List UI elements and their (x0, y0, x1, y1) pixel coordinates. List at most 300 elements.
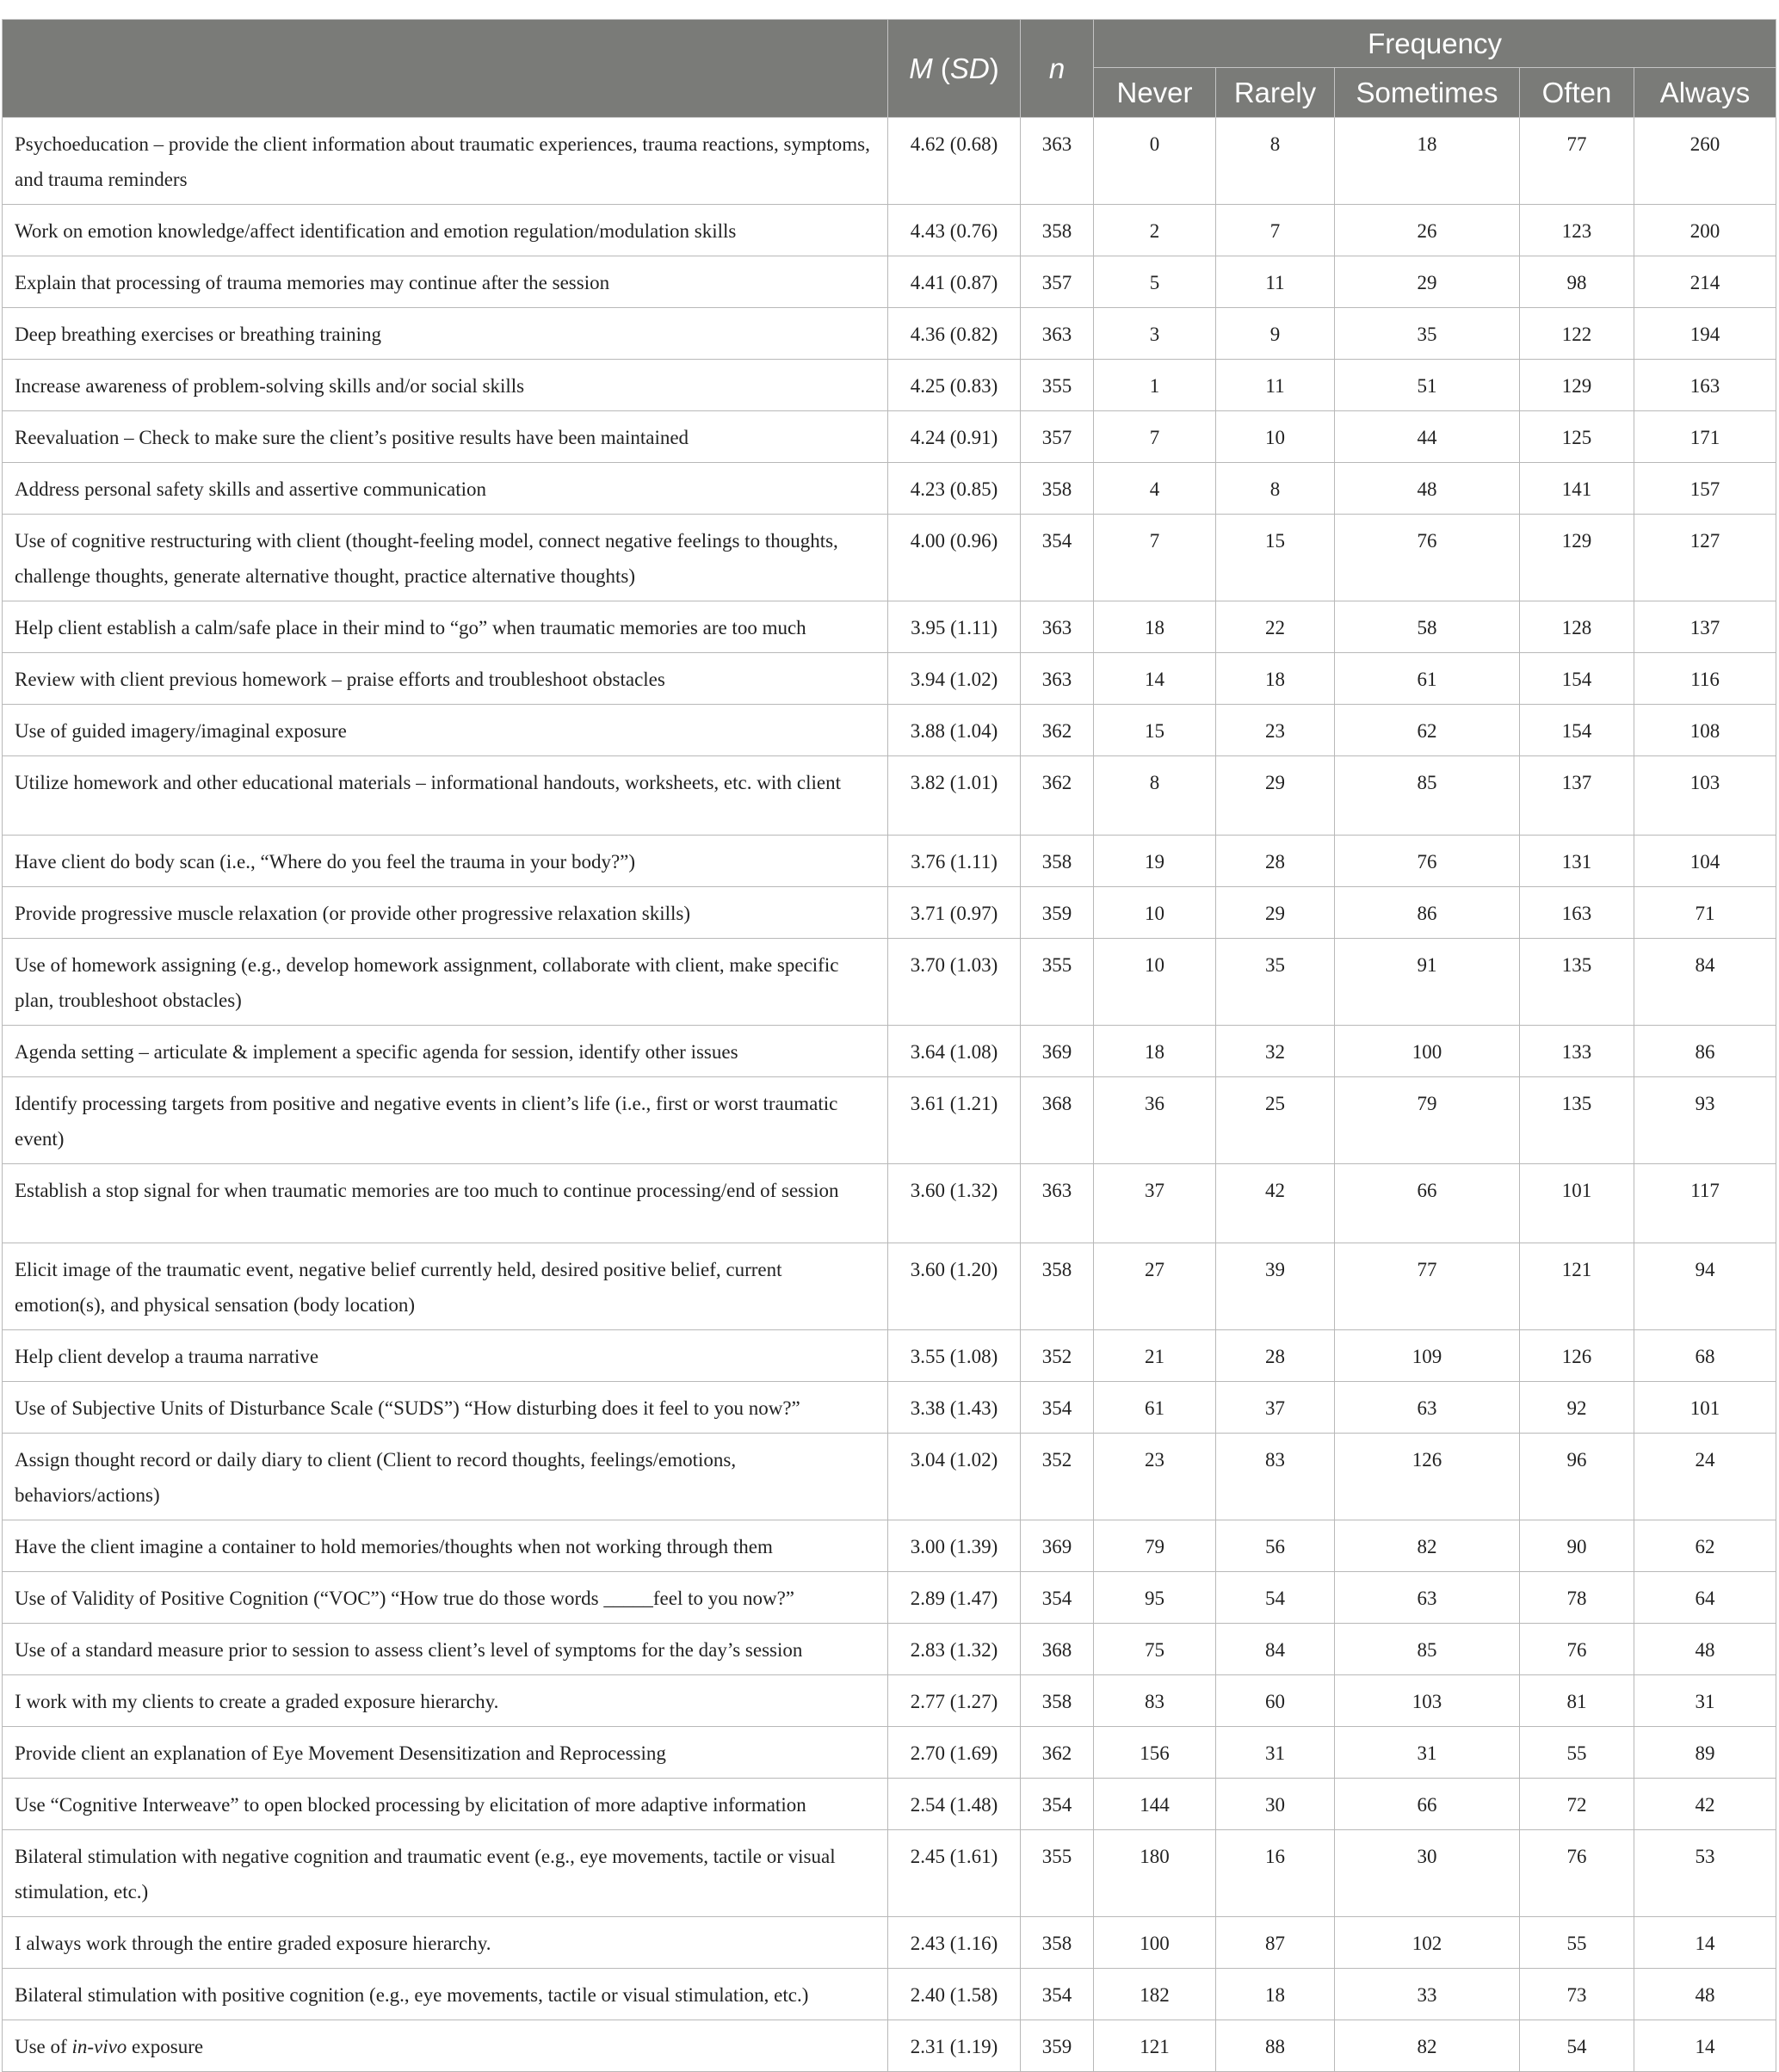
row-n: 358 (1021, 1243, 1094, 1330)
row-rarely: 22 (1216, 601, 1335, 653)
row-item: I work with my clients to create a graded exposure hierarchy. (3, 1675, 888, 1727)
row-always: 86 (1634, 1026, 1776, 1077)
row-sometimes: 66 (1335, 1164, 1520, 1243)
row-msd: 2.77 (1.27) (888, 1675, 1021, 1727)
row-n: 358 (1021, 836, 1094, 887)
row-often: 55 (1520, 1727, 1634, 1779)
table-row (3, 1917, 1776, 1969)
row-rarely: 29 (1216, 887, 1335, 939)
row-often: 121 (1520, 1243, 1634, 1330)
row-n: 362 (1021, 1727, 1094, 1779)
row-never: 156 (1094, 1727, 1216, 1779)
row-rarely: 7 (1216, 205, 1335, 256)
row-msd: 2.83 (1.32) (888, 1624, 1021, 1675)
row-never: 37 (1094, 1164, 1216, 1243)
row-item: Use of guided imagery/imaginal exposure (3, 705, 888, 756)
row-never: 14 (1094, 653, 1216, 705)
row-never: 121 (1094, 2020, 1216, 2072)
row-n: 369 (1021, 1026, 1094, 1077)
row-item: Identify processing targets from positive and negative events in client’s life (i.e., first or worst traumatic event) (3, 1077, 888, 1164)
row-never: 18 (1094, 1026, 1216, 1077)
row-always: 157 (1634, 463, 1776, 515)
row-msd: 3.70 (1.03) (888, 939, 1021, 1026)
row-sometimes: 86 (1335, 887, 1520, 939)
row-often: 123 (1520, 205, 1634, 256)
header-often: Often (1520, 68, 1634, 118)
row-always: 64 (1634, 1572, 1776, 1624)
row-msd: 4.43 (0.76) (888, 205, 1021, 256)
header-item (3, 20, 888, 118)
table-row (3, 1675, 1776, 1727)
row-rarely: 30 (1216, 1779, 1335, 1830)
row-often: 92 (1520, 1382, 1634, 1434)
header-rarely: Rarely (1216, 68, 1335, 118)
row-n: 363 (1021, 601, 1094, 653)
row-sometimes: 126 (1335, 1434, 1520, 1520)
row-always: 103 (1634, 756, 1776, 836)
row-rarely: 11 (1216, 256, 1335, 308)
row-often: 90 (1520, 1520, 1634, 1572)
row-never: 21 (1094, 1330, 1216, 1382)
table-row (3, 1243, 1776, 1330)
row-n: 362 (1021, 705, 1094, 756)
row-often: 76 (1520, 1624, 1634, 1675)
row-sometimes: 103 (1335, 1675, 1520, 1727)
row-never: 144 (1094, 1779, 1216, 1830)
row-n: 355 (1021, 360, 1094, 411)
header-mean: M (909, 52, 933, 84)
row-sometimes: 48 (1335, 463, 1520, 515)
row-rarely: 18 (1216, 653, 1335, 705)
table-header (3, 20, 1776, 118)
row-item: Utilize homework and other educational materials – informational handouts, worksheets, etc. with client (3, 756, 888, 836)
row-item: Have the client imagine a container to hold memories/thoughts when not working through them (3, 1520, 888, 1572)
table-row (3, 308, 1776, 360)
row-rarely: 87 (1216, 1917, 1335, 1969)
table-row (3, 887, 1776, 939)
row-n: 355 (1021, 1830, 1094, 1917)
row-often: 122 (1520, 308, 1634, 360)
row-never: 0 (1094, 118, 1216, 205)
row-rarely: 32 (1216, 1026, 1335, 1077)
table-row (3, 515, 1776, 601)
row-rarely: 83 (1216, 1434, 1335, 1520)
row-item: Use “Cognitive Interweave” to open blocked processing by elicitation of more adaptive information (3, 1779, 888, 1830)
row-item: Bilateral stimulation with negative cognition and traumatic event (e.g., eye movements, tactile or visual stimulation, etc.) (3, 1830, 888, 1917)
row-never: 4 (1094, 463, 1216, 515)
row-rarely: 28 (1216, 1330, 1335, 1382)
row-sometimes: 77 (1335, 1243, 1520, 1330)
row-msd: 4.25 (0.83) (888, 360, 1021, 411)
row-never: 15 (1094, 705, 1216, 756)
row-item: Use of a standard measure prior to session to assess client’s level of symptoms for the day’s session (3, 1624, 888, 1675)
row-item: Use of Validity of Positive Cognition (“VOC”) “How true do those words _____feel to you now?” (3, 1572, 888, 1624)
row-rarely: 16 (1216, 1830, 1335, 1917)
row-always: 101 (1634, 1382, 1776, 1434)
row-msd: 3.60 (1.20) (888, 1243, 1021, 1330)
row-msd: 3.82 (1.01) (888, 756, 1021, 836)
row-n: 362 (1021, 756, 1094, 836)
row-always: 62 (1634, 1520, 1776, 1572)
row-sometimes: 26 (1335, 205, 1520, 256)
row-item: Use of Subjective Units of Disturbance Scale (“SUDS”) “How disturbing does it feel to you now?” (3, 1382, 888, 1434)
row-often: 154 (1520, 653, 1634, 705)
row-sometimes: 30 (1335, 1830, 1520, 1917)
table-row (3, 1830, 1776, 1917)
header-mean-sd: M (SD) (888, 20, 1021, 118)
row-sometimes: 66 (1335, 1779, 1520, 1830)
row-item: Help client establish a calm/safe place in their mind to “go” when traumatic memories are too much (3, 601, 888, 653)
row-item: Use of homework assigning (e.g., develop homework assignment, collaborate with client, make specific plan, troubleshoot obstacles) (3, 939, 888, 1026)
row-often: 125 (1520, 411, 1634, 463)
row-msd: 3.61 (1.21) (888, 1077, 1021, 1164)
row-rarely: 9 (1216, 308, 1335, 360)
row-item: Deep breathing exercises or breathing training (3, 308, 888, 360)
row-item-italic: in-vivo (71, 2036, 127, 2057)
row-always: 214 (1634, 256, 1776, 308)
row-never: 180 (1094, 1830, 1216, 1917)
row-never: 3 (1094, 308, 1216, 360)
row-rarely: 11 (1216, 360, 1335, 411)
row-item: Agenda setting – articulate & implement a specific agenda for session, identify other issues (3, 1026, 888, 1077)
row-rarely: 42 (1216, 1164, 1335, 1243)
row-msd: 2.45 (1.61) (888, 1830, 1021, 1917)
row-always: 14 (1634, 1917, 1776, 1969)
row-always: 171 (1634, 411, 1776, 463)
row-often: 154 (1520, 705, 1634, 756)
row-often: 81 (1520, 1675, 1634, 1727)
row-item: Establish a stop signal for when traumatic memories are too much to continue processing/end of session (3, 1164, 888, 1243)
row-never: 61 (1094, 1382, 1216, 1434)
header-sd: SD (949, 52, 990, 84)
row-sometimes: 100 (1335, 1026, 1520, 1077)
row-sometimes: 35 (1335, 308, 1520, 360)
row-msd: 3.60 (1.32) (888, 1164, 1021, 1243)
row-sometimes: 63 (1335, 1382, 1520, 1434)
table-row (3, 1520, 1776, 1572)
row-item: Reevaluation – Check to make sure the client’s positive results have been maintained (3, 411, 888, 463)
table-row (3, 836, 1776, 887)
row-always: 71 (1634, 887, 1776, 939)
table-row (3, 705, 1776, 756)
row-sometimes: 79 (1335, 1077, 1520, 1164)
table-row (3, 1572, 1776, 1624)
row-n: 358 (1021, 205, 1094, 256)
row-msd: 3.04 (1.02) (888, 1434, 1021, 1520)
row-never: 19 (1094, 836, 1216, 887)
row-always: 137 (1634, 601, 1776, 653)
row-item: Provide progressive muscle relaxation (or provide other progressive relaxation skills) (3, 887, 888, 939)
row-rarely: 37 (1216, 1382, 1335, 1434)
row-n: 368 (1021, 1624, 1094, 1675)
row-always: 31 (1634, 1675, 1776, 1727)
row-never: 18 (1094, 601, 1216, 653)
row-often: 141 (1520, 463, 1634, 515)
row-msd: 4.00 (0.96) (888, 515, 1021, 601)
table-row (3, 1434, 1776, 1520)
table-row (3, 256, 1776, 308)
row-msd: 4.36 (0.82) (888, 308, 1021, 360)
header-always: Always (1634, 68, 1776, 118)
row-never: 79 (1094, 1520, 1216, 1572)
header-n (1021, 20, 1094, 118)
row-often: 128 (1520, 601, 1634, 653)
row-item: Work on emotion knowledge/affect identification and emotion regulation/modulation skills (3, 205, 888, 256)
row-n: 358 (1021, 1675, 1094, 1727)
row-always: 108 (1634, 705, 1776, 756)
row-n: 354 (1021, 515, 1094, 601)
row-often: 98 (1520, 256, 1634, 308)
row-often: 163 (1520, 887, 1634, 939)
row-never: 95 (1094, 1572, 1216, 1624)
table-row (3, 411, 1776, 463)
table-row (3, 1969, 1776, 2020)
table-row (3, 1624, 1776, 1675)
row-often: 129 (1520, 515, 1634, 601)
row-sometimes: 44 (1335, 411, 1520, 463)
table-row (3, 360, 1776, 411)
row-never: 7 (1094, 515, 1216, 601)
row-msd: 3.00 (1.39) (888, 1520, 1021, 1572)
row-n: 352 (1021, 1434, 1094, 1520)
row-rarely: 15 (1216, 515, 1335, 601)
row-n: 363 (1021, 308, 1094, 360)
row-rarely: 35 (1216, 939, 1335, 1026)
row-n: 358 (1021, 463, 1094, 515)
row-msd: 2.70 (1.69) (888, 1727, 1021, 1779)
table-row (3, 1164, 1776, 1243)
row-often: 96 (1520, 1434, 1634, 1520)
row-item: Use of cognitive restructuring with client (thought-feeling model, connect negative feelings to thoughts, challenge thoughts, generate alternative thought, practice alternative thoughts) (3, 515, 888, 601)
table-row (3, 118, 1776, 205)
row-rarely: 10 (1216, 411, 1335, 463)
row-rarely: 25 (1216, 1077, 1335, 1164)
row-item: Address personal safety skills and assertive communication (3, 463, 888, 515)
row-msd: 3.55 (1.08) (888, 1330, 1021, 1382)
row-sometimes: 61 (1335, 653, 1520, 705)
row-sometimes: 76 (1335, 836, 1520, 887)
row-sometimes: 31 (1335, 1727, 1520, 1779)
row-msd: 3.94 (1.02) (888, 653, 1021, 705)
row-rarely: 8 (1216, 463, 1335, 515)
row-always: 53 (1634, 1830, 1776, 1917)
row-sometimes: 91 (1335, 939, 1520, 1026)
row-sometimes: 18 (1335, 118, 1520, 205)
row-often: 101 (1520, 1164, 1634, 1243)
row-often: 76 (1520, 1830, 1634, 1917)
row-n: 363 (1021, 1164, 1094, 1243)
row-always: 48 (1634, 1969, 1776, 2020)
table-row (3, 1382, 1776, 1434)
table-row (3, 1330, 1776, 1382)
row-item: Bilateral stimulation with positive cognition (e.g., eye movements, tactile or visual stimulation, etc.) (3, 1969, 888, 2020)
row-always: 48 (1634, 1624, 1776, 1675)
row-n: 358 (1021, 1917, 1094, 1969)
row-always: 163 (1634, 360, 1776, 411)
row-often: 126 (1520, 1330, 1634, 1382)
row-item: Increase awareness of problem-solving skills and/or social skills (3, 360, 888, 411)
row-item-suffix: exposure (127, 2036, 204, 2057)
row-never: 8 (1094, 756, 1216, 836)
row-n: 357 (1021, 411, 1094, 463)
row-often: 77 (1520, 118, 1634, 205)
header-sometimes: Sometimes (1335, 68, 1520, 118)
row-n: 357 (1021, 256, 1094, 308)
row-msd: 2.31 (1.19) (888, 2020, 1021, 2072)
row-always: 68 (1634, 1330, 1776, 1382)
row-item: Assign thought record or daily diary to client (Client to record thoughts, feelings/emotions, behaviors/actions) (3, 1434, 888, 1520)
table-row (3, 205, 1776, 256)
row-msd: 3.64 (1.08) (888, 1026, 1021, 1077)
row-always: 14 (1634, 2020, 1776, 2072)
row-item: Psychoeducation – provide the client information about traumatic experiences, trauma reactions, symptoms, and trauma reminders (3, 118, 888, 205)
row-sometimes: 76 (1335, 515, 1520, 601)
row-n: 363 (1021, 653, 1094, 705)
table-row (3, 1727, 1776, 1779)
row-sometimes: 82 (1335, 2020, 1520, 2072)
row-never: 10 (1094, 887, 1216, 939)
row-item (3, 2020, 888, 2072)
row-often: 55 (1520, 1917, 1634, 1969)
row-rarely: 23 (1216, 705, 1335, 756)
row-never: 83 (1094, 1675, 1216, 1727)
row-n: 359 (1021, 2020, 1094, 2072)
row-rarely: 60 (1216, 1675, 1335, 1727)
row-often: 73 (1520, 1969, 1634, 2020)
row-often: 54 (1520, 2020, 1634, 2072)
row-always: 117 (1634, 1164, 1776, 1243)
row-sometimes: 33 (1335, 1969, 1520, 2020)
row-msd: 3.76 (1.11) (888, 836, 1021, 887)
row-msd: 3.88 (1.04) (888, 705, 1021, 756)
table-row (3, 1779, 1776, 1830)
row-always: 127 (1634, 515, 1776, 601)
row-always: 260 (1634, 118, 1776, 205)
row-often: 135 (1520, 1077, 1634, 1164)
row-rarely: 39 (1216, 1243, 1335, 1330)
row-always: 93 (1634, 1077, 1776, 1164)
row-always: 200 (1634, 205, 1776, 256)
row-item: Have client do body scan (i.e., “Where do you feel the trauma in your body?”) (3, 836, 888, 887)
row-msd: 2.40 (1.58) (888, 1969, 1021, 2020)
row-often: 135 (1520, 939, 1634, 1026)
row-msd: 2.43 (1.16) (888, 1917, 1021, 1969)
row-often: 78 (1520, 1572, 1634, 1624)
table-body (3, 118, 1776, 2072)
row-always: 89 (1634, 1727, 1776, 1779)
row-rarely: 29 (1216, 756, 1335, 836)
row-item: Provide client an explanation of Eye Movement Desensitization and Reprocessing (3, 1727, 888, 1779)
row-msd: 4.24 (0.91) (888, 411, 1021, 463)
row-never: 5 (1094, 256, 1216, 308)
row-sometimes: 51 (1335, 360, 1520, 411)
row-sometimes: 63 (1335, 1572, 1520, 1624)
table-row (3, 653, 1776, 705)
row-often: 72 (1520, 1779, 1634, 1830)
row-item-prefix: Use of (15, 2036, 72, 2057)
row-n: 354 (1021, 1969, 1094, 2020)
row-sometimes: 58 (1335, 601, 1520, 653)
row-rarely: 8 (1216, 118, 1335, 205)
row-often: 133 (1520, 1026, 1634, 1077)
row-item: Review with client previous homework – praise efforts and troubleshoot obstacles (3, 653, 888, 705)
row-msd: 3.95 (1.11) (888, 601, 1021, 653)
row-always: 104 (1634, 836, 1776, 887)
row-msd: 3.71 (0.97) (888, 887, 1021, 939)
row-sometimes: 85 (1335, 756, 1520, 836)
row-always: 116 (1634, 653, 1776, 705)
header-frequency: Frequency (1094, 20, 1776, 68)
row-msd: 2.54 (1.48) (888, 1779, 1021, 1830)
row-rarely: 88 (1216, 2020, 1335, 2072)
row-msd: 2.89 (1.47) (888, 1572, 1021, 1624)
header-n-label: n (1048, 52, 1066, 84)
row-always: 194 (1634, 308, 1776, 360)
row-n: 363 (1021, 118, 1094, 205)
row-sometimes: 85 (1335, 1624, 1520, 1675)
table-row (3, 2020, 1776, 2072)
table-row (3, 601, 1776, 653)
row-n: 354 (1021, 1382, 1094, 1434)
row-always: 24 (1634, 1434, 1776, 1520)
row-rarely: 84 (1216, 1624, 1335, 1675)
row-never: 75 (1094, 1624, 1216, 1675)
row-rarely: 54 (1216, 1572, 1335, 1624)
row-sometimes: 62 (1335, 705, 1520, 756)
row-rarely: 18 (1216, 1969, 1335, 2020)
row-never: 27 (1094, 1243, 1216, 1330)
table-row (3, 1077, 1776, 1164)
row-n: 368 (1021, 1077, 1094, 1164)
row-often: 137 (1520, 756, 1634, 836)
header-never: Never (1094, 68, 1216, 118)
table-row (3, 1026, 1776, 1077)
row-often: 129 (1520, 360, 1634, 411)
row-n: 354 (1021, 1779, 1094, 1830)
row-n: 352 (1021, 1330, 1094, 1382)
row-never: 2 (1094, 205, 1216, 256)
row-sometimes: 29 (1335, 256, 1520, 308)
row-n: 354 (1021, 1572, 1094, 1624)
row-n: 369 (1021, 1520, 1094, 1572)
row-always: 94 (1634, 1243, 1776, 1330)
row-item: I always work through the entire graded exposure hierarchy. (3, 1917, 888, 1969)
row-never: 7 (1094, 411, 1216, 463)
row-never: 100 (1094, 1917, 1216, 1969)
row-item: Explain that processing of trauma memories may continue after the session (3, 256, 888, 308)
row-always: 84 (1634, 939, 1776, 1026)
row-sometimes: 109 (1335, 1330, 1520, 1382)
row-n: 359 (1021, 887, 1094, 939)
row-item: Elicit image of the traumatic event, negative belief currently held, desired positive belief, current emotion(s), and physical sensation (body location) (3, 1243, 888, 1330)
row-msd: 4.62 (0.68) (888, 118, 1021, 205)
row-msd: 3.38 (1.43) (888, 1382, 1021, 1434)
row-rarely: 56 (1216, 1520, 1335, 1572)
row-never: 1 (1094, 360, 1216, 411)
row-rarely: 31 (1216, 1727, 1335, 1779)
row-sometimes: 82 (1335, 1520, 1520, 1572)
data-table (2, 19, 1776, 2072)
row-msd: 4.23 (0.85) (888, 463, 1021, 515)
row-never: 36 (1094, 1077, 1216, 1164)
table-row (3, 463, 1776, 515)
row-never: 182 (1094, 1969, 1216, 2020)
table-row (3, 756, 1776, 836)
row-rarely: 28 (1216, 836, 1335, 887)
table-row (3, 939, 1776, 1026)
row-sometimes: 102 (1335, 1917, 1520, 1969)
row-msd: 4.41 (0.87) (888, 256, 1021, 308)
